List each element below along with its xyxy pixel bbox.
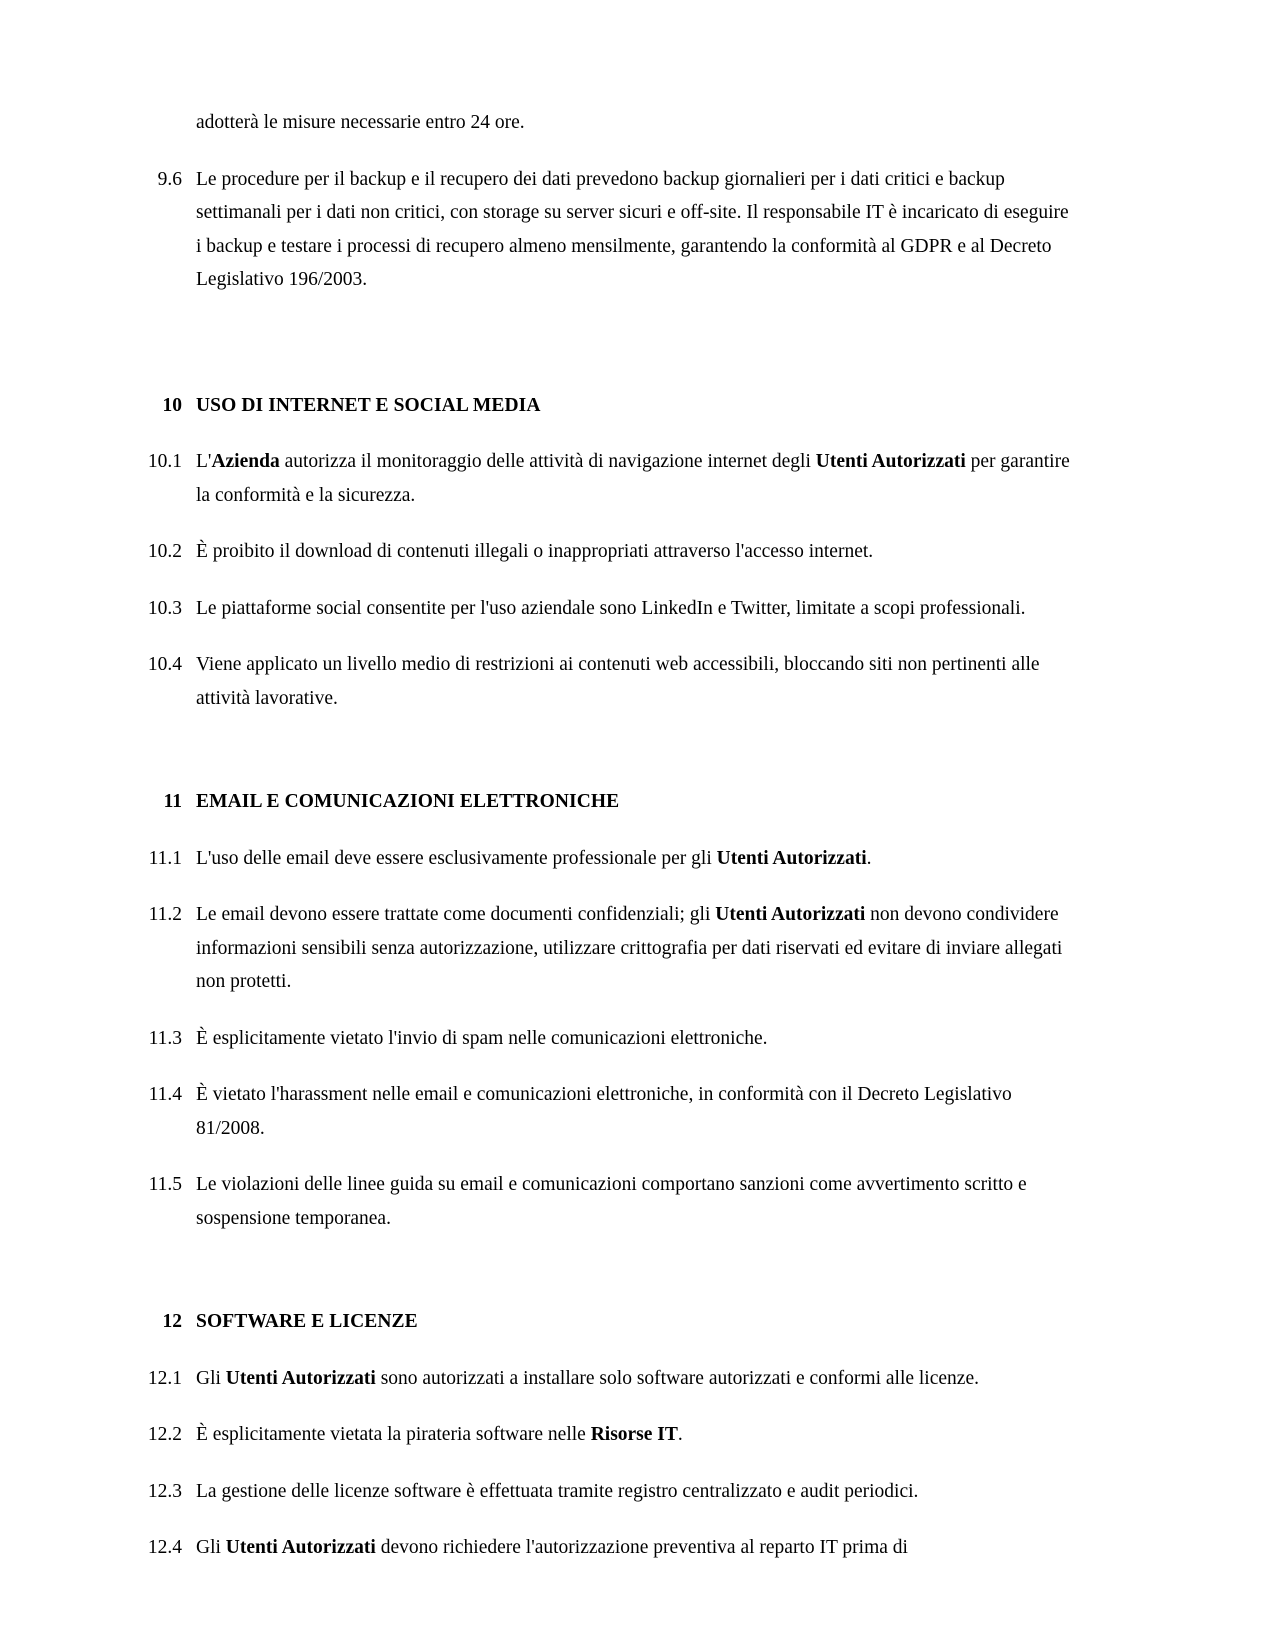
pre-section-clauses (135, 163, 1075, 297)
clause-number: 10.4 (147, 654, 182, 675)
clause-text-run: autorizza il monitoraggio delle attività di navigazione internet degli (279, 451, 816, 472)
clause-10.4 (135, 648, 1075, 715)
clause-text (182, 445, 1075, 512)
clause-11.2 (135, 898, 1075, 999)
clause-text-run: L'uso delle email deve essere esclusivamente professionale per gli (196, 847, 717, 869)
clause-text (182, 1362, 1075, 1396)
clause-number: 10.3 (147, 597, 182, 619)
clause-text-run: Le piattaforme social consentite per l'uso aziendale sono LinkedIn e Twitter, limitate a scopi professionali. (196, 597, 1026, 619)
clause-text (182, 592, 1075, 626)
clause-10.2 (135, 535, 1075, 569)
clause-text (182, 535, 1075, 569)
clause-11.4 (135, 1078, 1075, 1145)
clause-number: 12.1 (147, 1367, 182, 1389)
clause-text-emphasis: Risorse IT (590, 1424, 678, 1445)
clause-text-run: . (866, 847, 872, 869)
clause-text-run: . (677, 1424, 683, 1445)
clause-10.1 (135, 445, 1075, 512)
page-content (135, 106, 1075, 1565)
clause-text-emphasis: Utenti Autorizzati (225, 1537, 376, 1558)
clause-9.6 (135, 163, 1075, 297)
clause-text-run: È vietato l'harassment nelle email e comunicazioni elettroniche, in conformità con il Decreto Legislativo 81/2008. (196, 1084, 1012, 1139)
clause-text-run: sono autorizzati a installare solo software autorizzati e conformi alle licenze. (375, 1367, 979, 1389)
clause-text (182, 1078, 1075, 1145)
clause-12.1 (135, 1362, 1075, 1396)
clause-number: 10.1 (147, 451, 182, 472)
clause-text (182, 842, 1075, 876)
clause-11.3 (135, 1022, 1075, 1056)
clause-12.2 (135, 1418, 1075, 1452)
clause-number: 12.2 (147, 1424, 182, 1445)
clause-text-emphasis: Azienda (211, 451, 280, 472)
clause-number: 9.6 (157, 168, 182, 190)
clause-text: Le procedure per il backup e il recupero dei dati prevedono backup giornalieri per i dati critici e backup settimanali per i dati non critici, con storage su server sicuri e off-site. Il responsabile IT è incaricato di eseguire i backup e testare i processi di recupero almeno mensilmente, garantendo la conformità al GDPR e al Decreto Legislativo 196/2003. (196, 168, 1069, 290)
clause-number: 11.4 (148, 1084, 182, 1105)
clause-number: 11.1 (148, 847, 182, 869)
section-heading-11 (135, 785, 1075, 819)
clause-text-run: non devono condividere informazioni sensibili senza autorizzazione, utilizzare crittografia per dati riservati ed evitare di inviare allegati non protetti. (196, 904, 1063, 992)
section-number: 12 (162, 1311, 182, 1332)
clause-text-run: La gestione delle licenze software è effettuata tramite registro centralizzato e audit periodici. (196, 1480, 919, 1502)
section-heading-10 (135, 389, 1075, 423)
clause-12.3 (135, 1475, 1075, 1509)
clause-12.4 (135, 1531, 1075, 1565)
clause-text (182, 1168, 1075, 1235)
clause-text-run: Gli (196, 1537, 226, 1558)
clause-text (182, 1418, 1075, 1452)
clause-number: 11.3 (148, 1027, 182, 1049)
clause-text-run: Gli (196, 1367, 226, 1389)
clause-number: 12.4 (147, 1537, 182, 1558)
clause-text-run: Viene applicato un livello medio di restrizioni ai contenuti web accessibili, bloccando siti non pertinenti alle attività lavorative. (196, 654, 1040, 709)
section-number: 10 (162, 394, 182, 416)
clause-text-emphasis: Utenti Autorizzati (716, 847, 867, 869)
clause-10.3 (135, 592, 1075, 626)
clause-text (182, 1475, 1075, 1509)
clause-11.1 (135, 842, 1075, 876)
clause-text (182, 1531, 1075, 1565)
clause-number: 11.5 (148, 1174, 182, 1195)
clause-text-run: È proibito il download di contenuti illegali o inappropriati attraverso l'accesso internet. (196, 541, 874, 562)
continuation-paragraph: adotterà le misure necessarie entro 24 ore. (196, 112, 525, 133)
clause-text-run: devono richiedere l'autorizzazione preventiva al reparto IT prima di (375, 1537, 908, 1558)
clause-text (182, 1022, 1075, 1056)
sections-container (135, 389, 1075, 1565)
clause-number: 12.3 (147, 1480, 182, 1502)
section-title: USO DI INTERNET E SOCIAL MEDIA (196, 394, 541, 416)
clause-text-run: È esplicitamente vietata la pirateria software nelle (196, 1424, 591, 1445)
clause-text (182, 648, 1075, 715)
clause-number: 10.2 (147, 541, 182, 562)
section-heading-12 (135, 1305, 1075, 1339)
clause-text-emphasis: Utenti Autorizzati (715, 904, 866, 925)
clause-text-run: Le violazioni delle linee guida su email e comunicazioni comportano sanzioni come avvertimento scritto e sospensione temporanea. (196, 1174, 1027, 1229)
clause-number: 11.2 (148, 904, 182, 925)
clause-text-run: È esplicitamente vietato l'invio di spam nelle comunicazioni elettroniche. (196, 1027, 768, 1049)
section-number: 11 (163, 791, 182, 812)
clause-text (182, 898, 1075, 999)
clause-11.5 (135, 1168, 1075, 1235)
clause-text-run: per garantire la conformità e la sicurezza. (196, 451, 1070, 506)
clause-text-run: Le email devono essere trattate come documenti confidenziali; gli (196, 904, 716, 925)
clause-text-run: L' (196, 451, 212, 472)
clause-text-emphasis: Utenti Autorizzati (225, 1367, 376, 1389)
section-title: SOFTWARE E LICENZE (196, 1311, 418, 1332)
section-title: EMAIL E COMUNICAZIONI ELETTRONICHE (196, 791, 620, 812)
clause-text-emphasis: Utenti Autorizzati (815, 451, 966, 472)
